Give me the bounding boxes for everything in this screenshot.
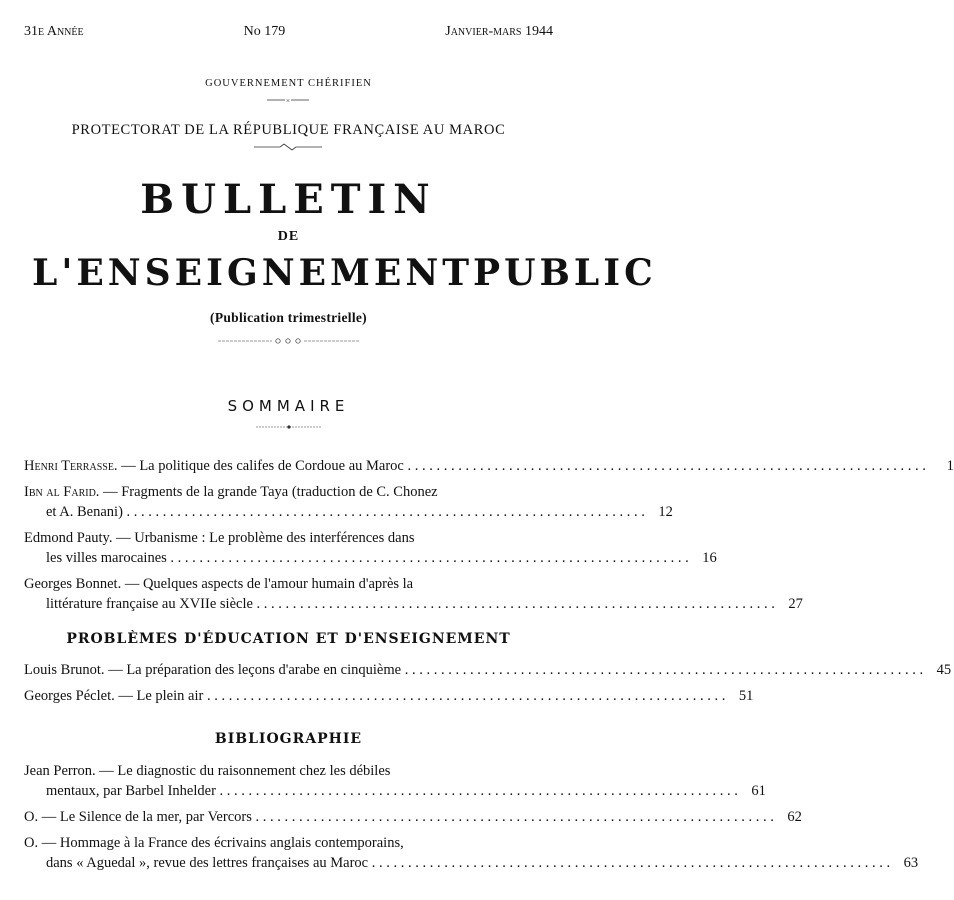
entry-title-cont: les villes marocaines . . .: [46, 550, 689, 566]
entry-title-cont: littérature française au XVIIe siècle . . .: [46, 596, 775, 612]
toc-entry: [24, 833, 919, 873]
section-heading-education: PROBLÈMES D'ÉDUCATION ET D'ENSEIGNEMENT: [66, 631, 511, 647]
toc-entry: [24, 456, 954, 476]
entry-title-cont: dans « Aguedal », revue des lettres françaises au Maroc . . .: [46, 855, 890, 871]
entry-title: — Le plein air . . .: [118, 688, 725, 704]
entry-author: Ibn al Farid.: [24, 484, 100, 500]
ornament-divider-long: [216, 337, 361, 345]
sommaire-heading: SOMMAIRE: [227, 397, 350, 415]
entry-author: Louis Brunot.: [24, 662, 105, 678]
government-label: GOUVERNEMENT CHÉRIFIEN: [205, 78, 372, 89]
svg-text:×: ×: [286, 97, 290, 105]
title-main: [32, 252, 657, 294]
entry-page: 61: [751, 783, 766, 799]
entry-page: 51: [738, 688, 754, 704]
toc-entry: [24, 660, 952, 680]
entry-page: 16: [702, 550, 717, 566]
toc-entry: [24, 528, 717, 568]
running-header: [24, 24, 553, 40]
ornament-divider: [252, 143, 324, 151]
entry-title: — Le Silence de la mer, par Vercors . . .: [42, 809, 774, 825]
entry-title: — Hommage à la France des écrivains anglais contemporains,: [41, 835, 404, 851]
protectorate-line: PROTECTORAT DE LA RÉPUBLIQUE FRANÇAISE AU MAROC: [71, 122, 506, 138]
toc-section-education: [24, 660, 952, 706]
ornament-small: [263, 96, 313, 104]
entry-title-cont: et A. Benani) . . .: [46, 504, 645, 520]
toc-entry: [24, 574, 803, 614]
toc-entry: [24, 807, 802, 827]
toc-entry: [24, 761, 766, 801]
toc-entry: [24, 482, 673, 522]
entry-page: 63: [903, 855, 919, 871]
entry-author: Edmond Pauty.: [24, 530, 113, 546]
entry-page: 12: [658, 504, 673, 520]
entry-title: — La préparation des leçons d'arabe en cinquième . . .: [108, 662, 923, 678]
issue-number: No 179: [243, 24, 286, 39]
year-label: 31e Année: [24, 24, 84, 39]
entry-page: 1: [946, 458, 954, 474]
title-de: DE: [277, 229, 300, 244]
entry-title: — Fragments de la grande Taya (traduction de C. Chonez: [103, 484, 438, 500]
entry-author: Georges Péclet.: [24, 688, 115, 704]
entry-page: 27: [788, 596, 803, 612]
title-bulletin: BULLETIN: [140, 176, 437, 223]
ornament-sommaire: [254, 424, 324, 430]
toc-section-articles: [24, 456, 954, 614]
title-word-public: PUBLIC: [473, 252, 657, 294]
entry-page: 62: [787, 809, 802, 825]
entry-title: — Quelques aspects de l'amour humain d'après la: [124, 576, 414, 592]
entry-title-cont: mentaux, par Barbel Inhelder . . .: [46, 783, 738, 799]
entry-title: — Le diagnostic du raisonnement chez les débiles: [99, 763, 391, 779]
publication-frequency: (Publication trimestrielle): [210, 310, 367, 325]
toc-section-bibliographie: [24, 761, 919, 873]
title-word-enseignement: L'ENSEIGNEMENT: [32, 252, 474, 294]
entry-page: 45: [936, 662, 952, 678]
entry-author: O.: [24, 809, 39, 825]
entry-author: O.: [24, 835, 39, 851]
entry-author: Jean Perron.: [24, 763, 96, 779]
toc-entry: [24, 686, 754, 706]
entry-author: Georges Bonnet.: [24, 576, 122, 592]
entry-title: — La politique des califes de Cordoue au Maroc . . .: [121, 458, 926, 474]
period-label: Janvier-mars 1944: [445, 24, 553, 39]
entry-author: Henri Terrasse.: [24, 458, 118, 474]
entry-title: — Urbanisme : Le problème des interférences dans: [116, 530, 415, 546]
section-heading-bibliographie: BIBLIOGRAPHIE: [214, 731, 363, 747]
